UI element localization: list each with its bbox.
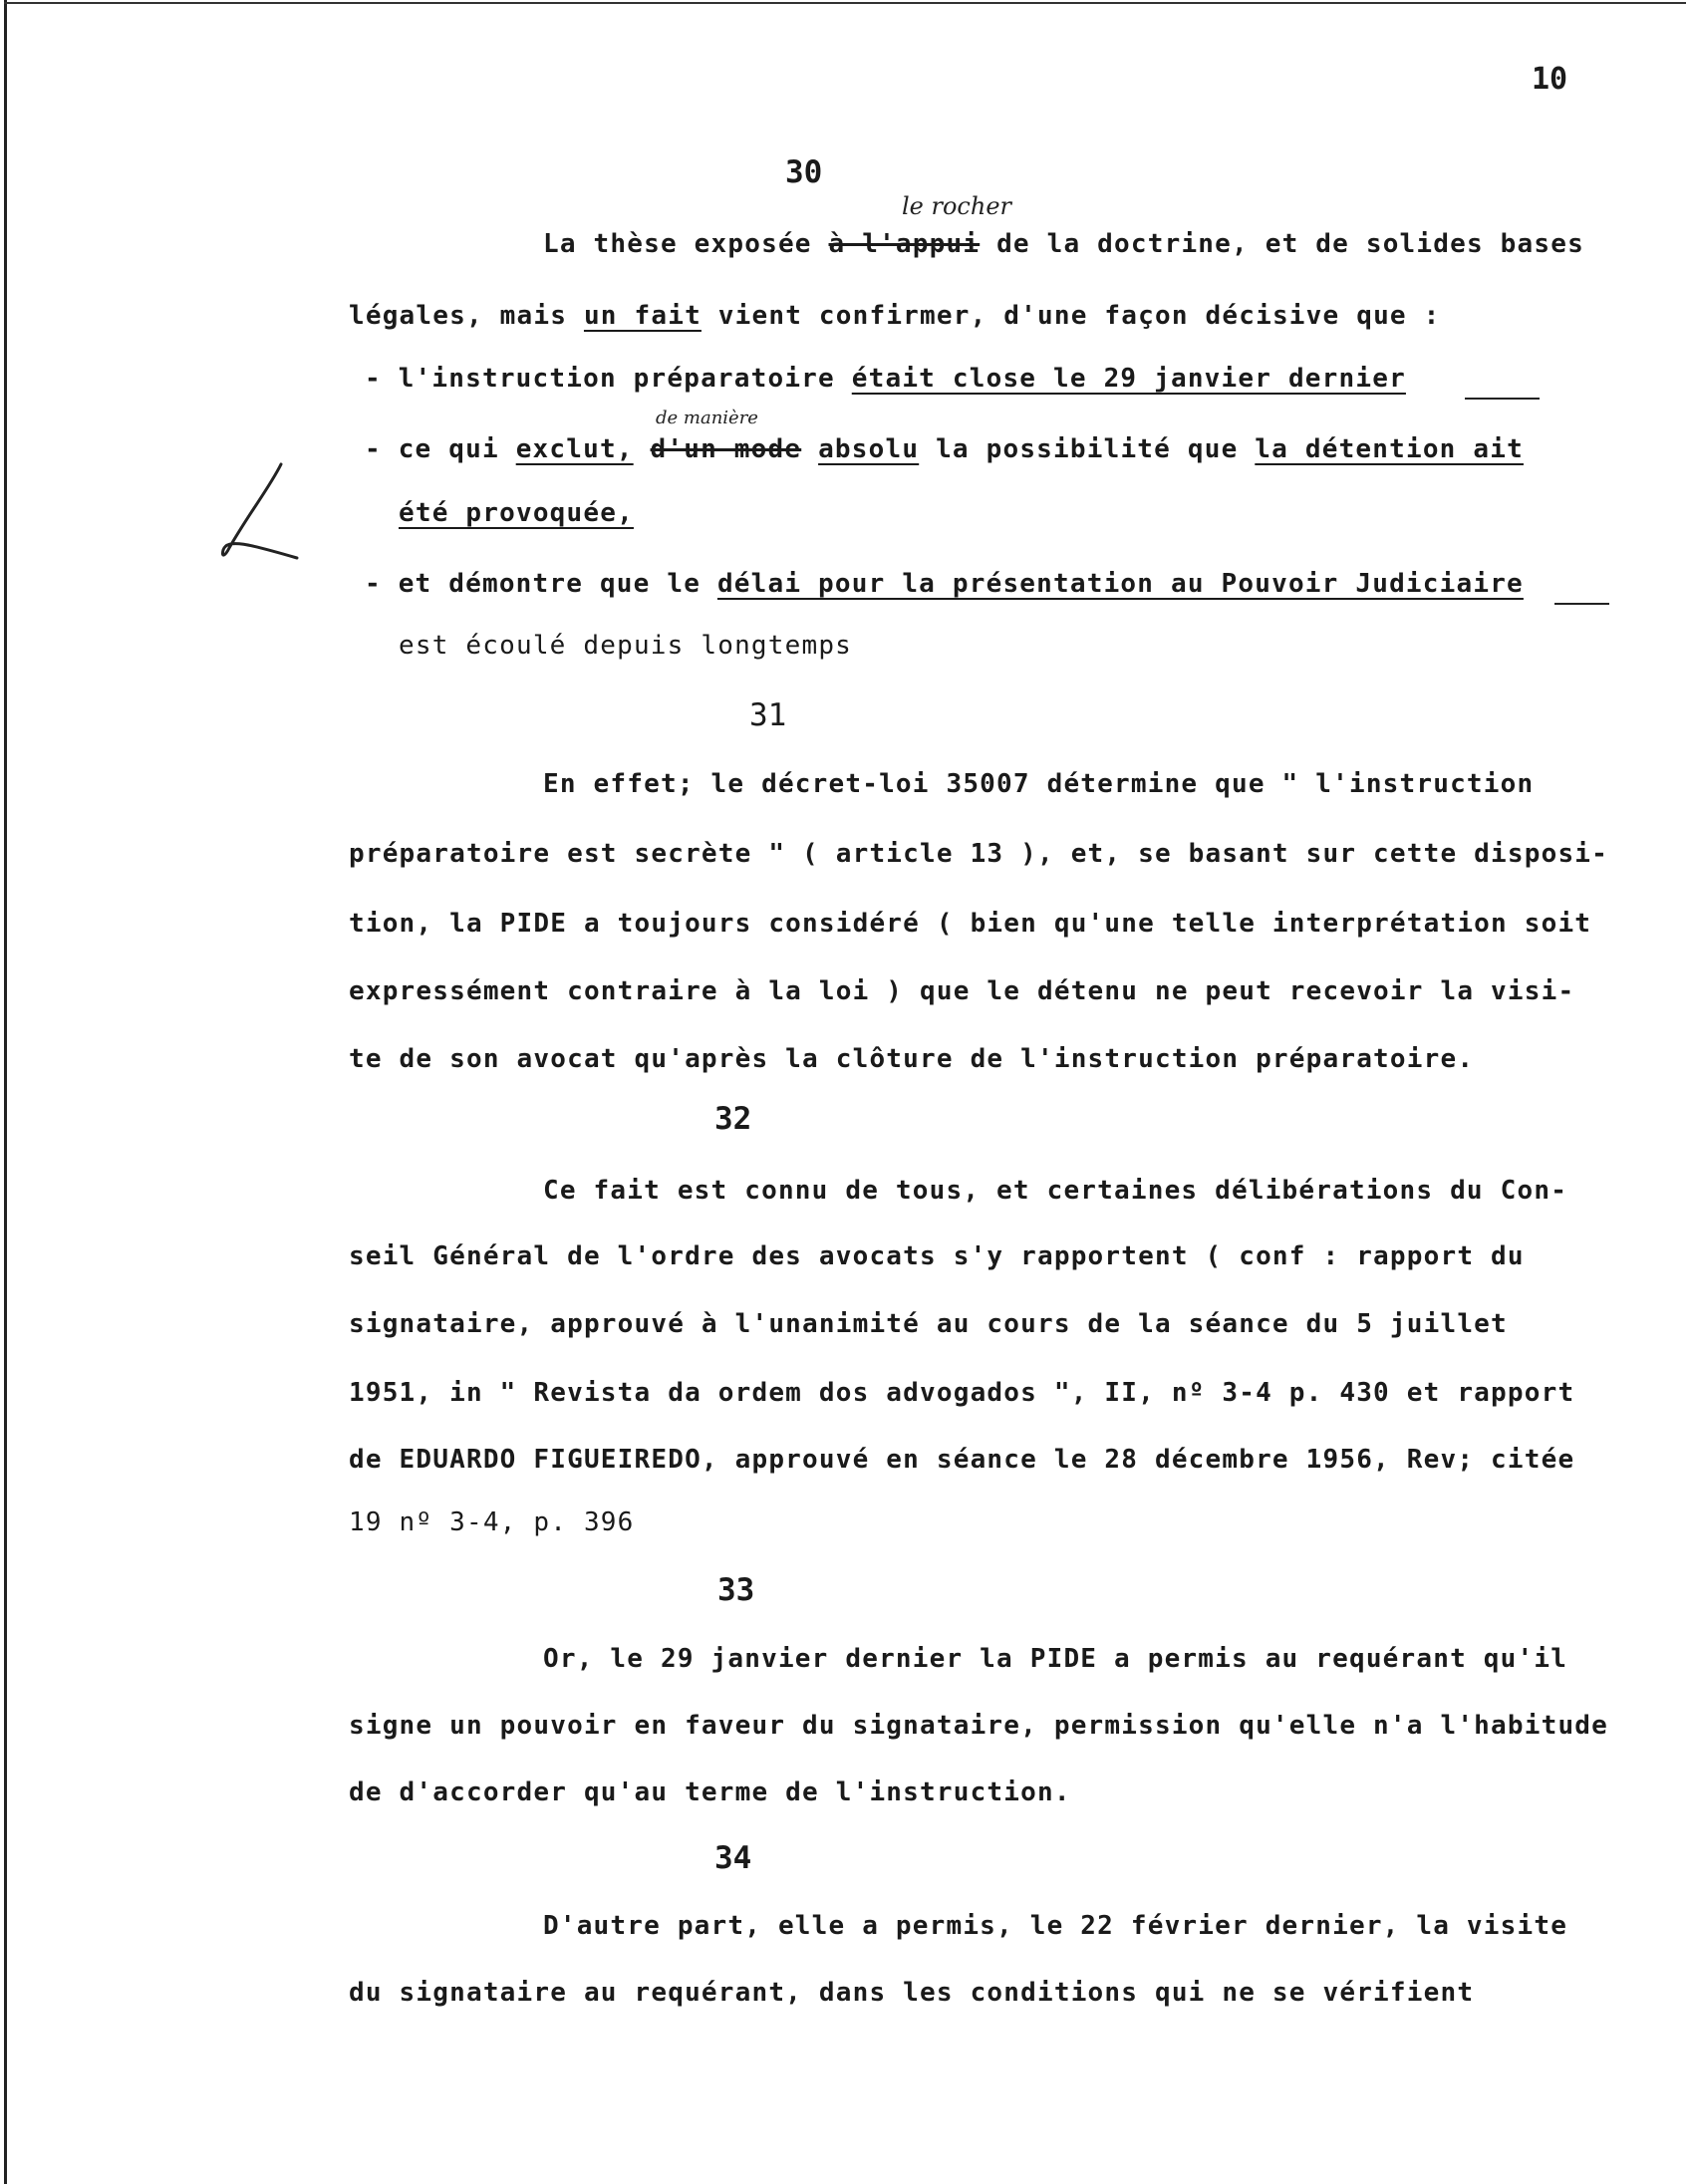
- para30-line1: [543, 229, 1584, 259]
- para31-line1: En effet; le décret-loi 35007 détermine que " l'instruction: [543, 769, 1535, 799]
- para30-line3-start: - l'instruction préparatoire: [365, 364, 835, 394]
- para32-line4: 1951, in " Revista da ordem dos advogados ", II, nº 3-4 p. 430 et rapport: [349, 1378, 1575, 1408]
- section-number-32: 32: [714, 1101, 752, 1137]
- para30-line4-mid: la possibilité que: [936, 434, 1239, 464]
- para30-line5: [399, 498, 634, 528]
- section-number-30: 30: [785, 154, 823, 190]
- underlined-text: délai pour la présentation au Pouvoir Judiciaire: [716, 569, 1524, 599]
- para30-line1-end: de la doctrine, et de solides bases: [996, 229, 1584, 259]
- para30-line6: [365, 569, 1524, 599]
- struck-text: d'un mode: [650, 434, 802, 464]
- para32-line1: Ce fait est connu de tous, et certaines délibérations du Con-: [543, 1176, 1568, 1206]
- para32-line3: signataire, approuvé à l'unanimité au cours de la séance du 5 juillet: [349, 1309, 1508, 1339]
- para33-line2: signe un pouvoir en faveur du signataire, permission qu'elle n'a l'habitude: [349, 1711, 1608, 1741]
- para30-line1-start: La thèse exposée: [543, 229, 812, 259]
- underlined-text: la détention ait: [1255, 434, 1524, 464]
- para32-line5: de EDUARDO FIGUEIREDO, approuvé en séance le 28 décembre 1956, Rev; citée: [349, 1445, 1575, 1475]
- section-number-31: 31: [749, 697, 787, 733]
- page-top-edge: [4, 2, 1686, 4]
- para31-line3: tion, la PIDE a toujours considéré ( bien qu'une telle interprétation soit: [349, 909, 1592, 939]
- section-number-33: 33: [717, 1572, 755, 1608]
- section-number-34: 34: [714, 1840, 752, 1876]
- margin-check-mark-icon: [219, 458, 309, 568]
- para30-line2-start: légales, mais: [349, 301, 568, 331]
- para30-line7: est écoulé depuis longtemps: [399, 631, 853, 661]
- page-number: 10: [1532, 62, 1568, 97]
- para30-line2-end: vient confirmer, d'une façon décisive que :: [717, 301, 1441, 331]
- page-left-edge: [4, 0, 7, 2184]
- para33-line3: de d'accorder qu'au terme de l'instruction.: [349, 1777, 1071, 1807]
- para30-line6-start: - et démontre que le: [365, 569, 702, 599]
- underlined-text: absolu: [818, 434, 920, 464]
- para34-line1: D'autre part, elle a permis, le 22 février dernier, la visite: [543, 1911, 1568, 1941]
- para31-line5: te de son avocat qu'après la clôture de l'instruction préparatoire.: [349, 1044, 1475, 1074]
- para30-line2: [349, 301, 1441, 331]
- underlined-text: été provoquée,: [399, 498, 634, 528]
- underlined-text: exclut,: [515, 434, 634, 464]
- para33-line1: Or, le 29 janvier dernier la PIDE a permis au requérant qu'il: [543, 1644, 1568, 1674]
- handwritten-insert: de manière: [656, 408, 758, 428]
- underline-extension: [1554, 603, 1609, 605]
- para32-line6: 19 nº 3-4, p. 396: [349, 1507, 635, 1537]
- para31-line2: préparatoire est secrète " ( article 13 ), et, se basant sur cette disposi-: [349, 839, 1608, 869]
- para34-line2: du signataire au requérant, dans les conditions qui ne se vérifient: [349, 1978, 1475, 2008]
- underlined-text: était close le 29 janvier dernier: [851, 364, 1406, 394]
- handwritten-annotation: le rocher: [902, 192, 1012, 220]
- para30-line4: [365, 434, 1524, 464]
- para30-line3: [365, 364, 1406, 394]
- underlined-text: un fait: [583, 301, 702, 331]
- underline-extension: [1465, 398, 1540, 400]
- struck-text: à l'appui: [828, 229, 981, 259]
- para30-line4-start: - ce qui: [365, 434, 499, 464]
- para32-line2: seil Général de l'ordre des avocats s'y rapportent ( conf : rapport du: [349, 1241, 1525, 1271]
- para31-line4: expressément contraire à la loi ) que le détenu ne peut recevoir la visi-: [349, 976, 1575, 1006]
